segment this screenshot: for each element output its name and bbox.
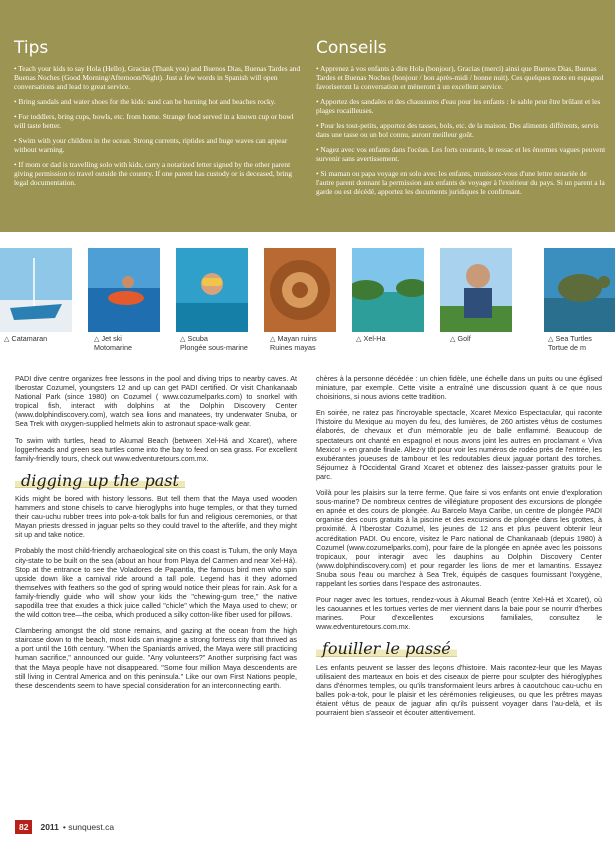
- caption-line: △ Golf: [450, 334, 471, 343]
- caption-xel-ha: [356, 334, 446, 343]
- paragraph: Clambering amongst the old stone remains, and gazing at the ocean from the high staircase down to the beach, most kids can imagine a strong fortress city that thrived as a port until the 16th century. "When the Spaniards arrived, the Maya were still practicing human sacrifice," announced our guide. "Any volunteers?" Another surprising fact was that the Maya people have not disappeared. "Some four million Maya descendents are still living in Central America and on this peninsula." Like our own First Nations people, these descendents seem to have special consideration for an interconnecting earth.: [15, 626, 297, 690]
- caption-line: △ Mayan ruins: [270, 334, 317, 343]
- paragraph: Voilà pour les plaisirs sur la terre ferme. Que faire si vos enfants ont envie d'exploration sous-marine? De nombreux centres de villégiature proposent des excursions de plongée en apnée et des cours de plongée. Au Barcelo Maya Caribe, un centre de plongée PADI organise des cours gratuits à la piscine et des excursions de plongée dans les grottes, à proximité. À l'Iberostar Cozumel, les jeunes de 12 ans et plus peuvent obtenir leur accréditation PADI. Ou encore, visitez le Parc national de Chankanaab (depuis 1980) à Cozumel (www.cozumelparks.com), pour faire de la plongée en apnée avec les poissons tropicaux, pour interagir avec les dauphins au Dolphin Discovery Center (www.dolphindiscovery.com) et pour regarder les lions de mer et lamantins. Essayez Snuba sous l'eau ou marchez à Sea Trek, équipés de casques fournissant l'oxygène, rappelant les sorties dans l'espace des astronautes.: [316, 488, 602, 588]
- tip-item: • Apprenez à vos enfants à dire Hola (bonjour), Gracias (merci) ainsi que Buenos Dias, Buenas Tardes et Buenas Noches (bonjour / bon après-midi / bonne nuit). Ces quelques mots en espagnol favoriseront la conversation et mèneront à un excellent service.: [316, 64, 604, 91]
- caption-line-fr: Ruines mayas: [270, 343, 316, 352]
- tips-french: [316, 38, 606, 202]
- photo-scuba: [176, 248, 248, 332]
- paragraph: Probably the most child-friendly archaeological site on this coast is Tulum, the only Maya city-state to be built on the sea (about an hour from Playa del Carmen and near Xel-Há). Stop at the entrance to see the Voladores de Papantla, the famous bird men who spin upside down like a carnival ride around a tall pole. Legend has it they adorned themselves with feathers so the god of spring would notice their pleas for rain. Ask for a family-friendly guide who will show your kids the "chewing-gum tree," the native sapodilla tree that exudes a thick juice called "chicle" which the Maya used to chew; or the wild cotton tree—the ceiba, which produced a silky cotton-like fiber used for pillows.: [15, 546, 297, 620]
- footer-year: 2011: [40, 822, 59, 832]
- footer-site: • sunquest.ca: [62, 822, 115, 832]
- article-french: [316, 374, 602, 724]
- tips-title: Tips: [14, 38, 49, 58]
- photo-mayan-ruins: [264, 248, 336, 332]
- caption-line: △ Sea Turtles: [548, 334, 592, 343]
- photo-sea-turtles: [544, 248, 615, 332]
- caption-line: △ Jet ski: [94, 334, 122, 343]
- photo-jet-ski: [88, 248, 160, 332]
- tips-english: [14, 38, 302, 193]
- section-heading-digging: digging up the past: [15, 474, 185, 488]
- photo-xel-ha: [352, 248, 424, 332]
- page-number: 82: [15, 820, 32, 834]
- article-english: [15, 374, 297, 697]
- tip-item: • Apportez des sandales et des chaussures d'eau pour les enfants : le sable peut être brûlant et les plages rocailleuses.: [316, 97, 601, 115]
- caption-line: △ Xel-Ha: [356, 334, 386, 343]
- paragraph: En soirée, ne ratez pas l'incroyable spectacle, Xcaret Mexico Espectacular, qui raconte l'histoire du Mexique au moyen du feu, des lumières, de 260 artistes vêtus de costumes élaborés, de chevaux et d'un mémorable jeu de balle enflammé. Beaucoup de spectateurs ont chanté en espagnol et nous avons joint les autres en proclamant « Viva Mexico! » en grande finale. Allez-y tôt pour voir les numéros de rodéo près de l'entrée, les exubérantes joueuses de tambour et les redoutables dieux jaguar portant des torches. Séjournez à l'Occidental Grand Xcaret et obtenez des laissez-passer gratuits pour le parc.: [316, 408, 602, 481]
- caption-catamaran: [4, 334, 94, 343]
- caption-line: △ Catamaran: [4, 334, 48, 343]
- tip-item: • Bring sandals and water shoes for the kids: sand can be burning hot and beaches rocky.: [14, 97, 276, 106]
- paragraph: Kids might be bored with history lessons. But tell them that the Maya used wooden hammers and stone chisels to carve hieroglyphs into huge temples, or that they turned their cau-uchu rubber trees into pok-a-tok balls for fun and religious ceremonies, or that Mayan priests dressed in jaguar pelts so they could travel to the afterlife, and they might sit up and take notice.: [15, 493, 297, 540]
- caption-line: △ Scuba: [180, 334, 208, 343]
- caption-scuba: [180, 334, 270, 352]
- caption-golf: [450, 334, 540, 343]
- photo-catamaran: [0, 248, 72, 332]
- conseils-title: Conseils: [316, 38, 387, 58]
- caption-line-fr: Plongée sous-marine: [180, 343, 248, 352]
- section-heading-fouiller: fouiller le passé: [316, 642, 457, 656]
- paragraph: PADI dive centre organizes free lessons in the pool and diving trips to nearby caves. At Iberostar Cozumel, youngsters 12 and up can get PADI certified. Or visit Chankanaab National Park (since 1980) on Cozumel ( www.cozumelparks.com) to snorkel with tropical fish, interact with dolphins at the Dolphin Discovery Center (www.dolphindiscovery.com), watch sea lions and manatees, try underwater Snuba, or Sea Trek with oxygen-supplied helmets akin to astronaut space-walk gear.: [15, 374, 297, 429]
- tip-item: • For toddlers, bring cups, bowls, etc. from home. Strange food served in a known cup or bowl will taste better.: [14, 112, 294, 130]
- paragraph: To swim with turtles, head to Akumal Beach (between Xel-Há and Xcaret), where loggerheads and green sea turtles come into the bay to feed on sea grass. For excellent family-friendly tours, check out www.edventuretours.com.mx.: [15, 435, 297, 463]
- caption-jet-ski: [94, 334, 184, 352]
- tip-item: • Swim with your children in the ocean. Strong currents, riptides and huge waves can appear without warning.: [14, 136, 288, 154]
- caption-mayan-ruins: [270, 334, 360, 352]
- tip-item: • If mom or dad is travelling solo with kids, carry a notarized letter signed by the other parent giving permission to travel outside the country. If one parent has custody or is deceased, bring legal documentation.: [14, 160, 293, 187]
- caption-line-fr: Motomarine: [94, 343, 132, 352]
- tips-box: [0, 0, 615, 232]
- paragraph: Les enfants peuvent se lasser des leçons d'histoire. Mais racontez-leur que les Mayas utilisaient des marteaux en bois et des ciseaux de pierre pour sculpter des hiéroglyphes dans d'énormes temples, ou qu'ils transformaient leurs arbres à caoutchouc cau-uchu en balles pok-a-tok, pour le plaisir et les cérémonies religieuses, ou que les prêtres mayas étaient vêtus de peaux de jaguar afin qu'ils puissent voyager dans l'au-delà, et ils pourraient bien s'asseoir et écouter attentivement.: [316, 662, 602, 717]
- paragraph: Pour nager avec les tortues, rendez-vous à Akumal Beach (entre Xel-Há et Xcaret), où les caouannes et les tortues vertes de mer viennent dans la baie pour se nourrir d'herbes marines. Pour d'excellentes excursions familiales, consultez le www.edventuretours.com.mx.: [316, 595, 602, 632]
- caption-sea-turtles: [548, 334, 615, 352]
- tip-item: • Teach your kids to say Hola (Hello), Gracias (Thank you) and Buenos Dias, Buenas Tardes and Buenas Noches (Good Morning/Afternoon/Night). Just a few words in Spanish will open conversations and lead to great service.: [14, 64, 301, 91]
- paragraph: chères à la personne décédée : un chien fidèle, une échelle dans un puits ou une églised miniature, par exemple. Cette visite a entraîné une discussion quant à ce que nous choisirions, si nous avions cette tradition.: [316, 374, 602, 402]
- caption-line-fr: Tortue de m: [548, 343, 586, 352]
- tip-item: • Pour les tout-petits, apportez des tasses, bols, etc. de la maison. Des aliments différents, servis dans une tasse ou un bol connu, auront meilleur goût.: [316, 121, 599, 139]
- photo-golf: [440, 248, 512, 332]
- tip-item: • Si maman ou papa voyage en solo avec les enfants, munissez-vous d'une lettre notariée de l'autre parent donnant la permission aux enfants de voyager à l'extérieur du pays. Si un parent a la garde ou est décédé, apportez les documents juridiques le confirmant.: [316, 169, 605, 196]
- page-footer: [15, 820, 114, 834]
- photo-strip: [0, 248, 615, 358]
- tip-item: • Nagez avec vos enfants dans l'océan. Les forts courants, le ressac et les énormes vagues peuvent survenir sans avertissement.: [316, 145, 606, 163]
